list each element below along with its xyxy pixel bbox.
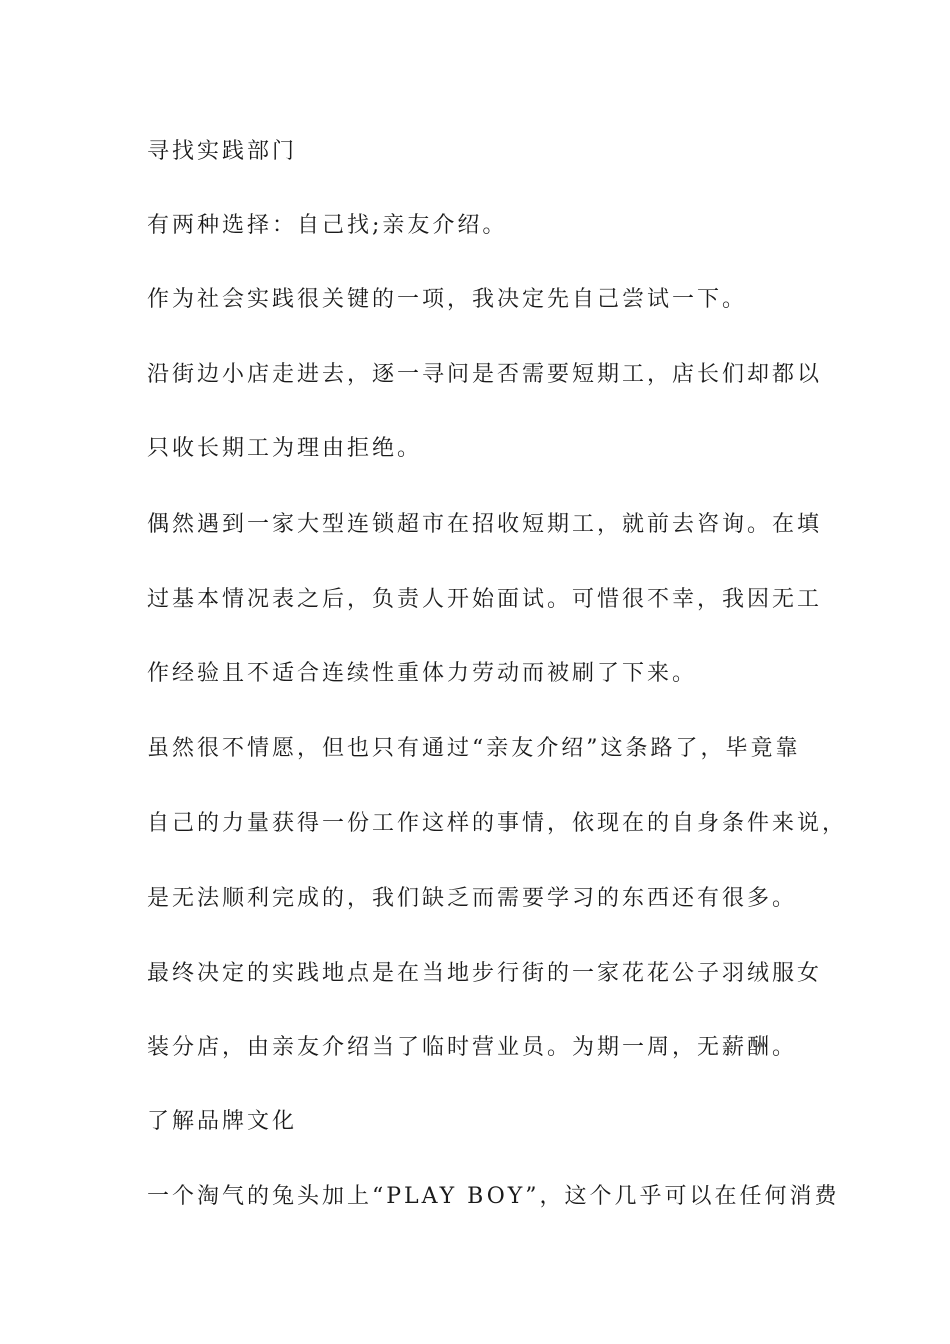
section-heading-find-practice-department: 寻找实践部门 bbox=[147, 139, 298, 164]
paragraph-line: 自己的力量获得一份工作这样的事情，依现在的自身条件来说， bbox=[147, 811, 848, 836]
paragraph-line: 是无法顺利完成的，我们缺乏而需要学习的东西还有很多。 bbox=[147, 886, 798, 911]
paragraph-line: 只收长期工为理由拒绝。 bbox=[147, 436, 423, 461]
paragraph-line: 虽然很不情愿，但也只有通过“亲友介绍”这条路了，毕竟靠 bbox=[147, 736, 801, 761]
paragraph-line: 最终决定的实践地点是在当地步行街的一家花花公子羽绒服女 bbox=[147, 961, 823, 986]
paragraph-line: 过基本情况表之后，负责人开始面试。可惜很不幸，我因无工 bbox=[147, 587, 823, 612]
paragraph-line: 一个淘气的兔头加上“PLAY BOY”，这个几乎可以在任何消费 bbox=[147, 1184, 840, 1209]
paragraph-line: 装分店，由亲友介绍当了临时营业员。为期一周，无薪酬。 bbox=[147, 1035, 798, 1060]
paragraph-line: 作为社会实践很关键的一项，我决定先自己尝试一下。 bbox=[147, 287, 748, 312]
paragraph-line: 有两种选择：自己找;亲友介绍。 bbox=[147, 213, 508, 238]
paragraph-line: 偶然遇到一家大型连锁超市在招收短期工，就前去咨询。在填 bbox=[147, 512, 823, 537]
paragraph-line: 沿街边小店走进去，逐一寻问是否需要短期工，店长们却都以 bbox=[147, 362, 823, 387]
section-heading-brand-culture: 了解品牌文化 bbox=[147, 1109, 298, 1134]
paragraph-line: 作经验且不适合连续性重体力劳动而被刷了下来。 bbox=[147, 661, 698, 686]
